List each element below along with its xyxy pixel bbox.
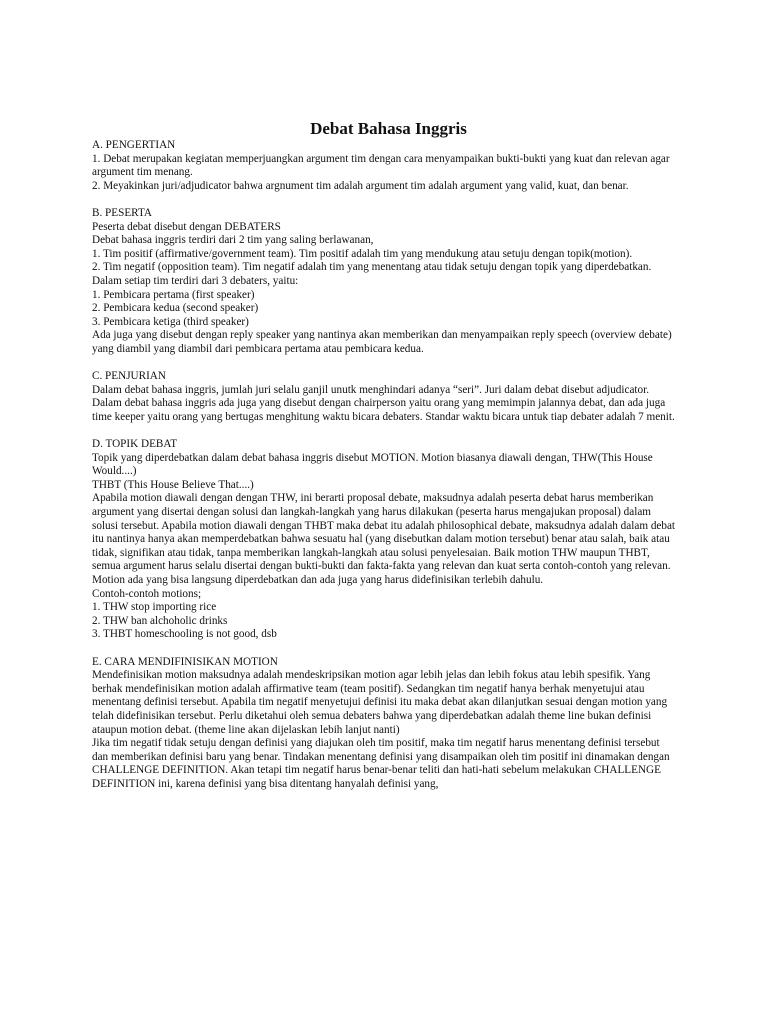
section-cara-mendifinisikan-motion (92, 656, 677, 792)
list-item: 1. THW stop importing rice (92, 601, 217, 614)
paragraph: Contoh-contoh motions; (92, 587, 202, 600)
list-item: 3. Pembicara ketiga (third speaker) (92, 315, 249, 328)
paragraph: Apabila motion diawali dengan dengan THW, ini berarti proposal debate, maksudnya adalah peserta debat harus memberikan argument yang disertai dengan solusi dan langkah-langkah yang harus dilakukan (peserta harus mengajukan proposal) dalam solusi tersebut. Apabila motion diawali dengan THBT maka debat itu adalah philosophical debate, maksudnya adalah dalam debat itu nantinya hanya akan memperdebatkan bahwa sesuatu hal (yang disebutkan dalam motion tersebut) benar atau salah, baik atau tidak, signifikan atau tidak, tanpa memberikan langkah-langkah atau solusi penyelesaian. Baik motion THW maupun THBT, semua argument harus selalu disertai dengan bukti-bukti dan fakta-fakta yang relevan dan kuat serta contoh-contoh yang relevan. (92, 492, 676, 573)
section-heading: C. PENJURIAN (92, 370, 166, 383)
section-heading: A. PENGERTIAN (92, 139, 176, 151)
list-item: 3. THBT homeschooling is not good, dsb (92, 628, 277, 641)
section-topik-debat (92, 438, 677, 642)
paragraph: 2. Meyakinkan juri/adjudicator bahwa argnument tim adalah argument tim adalah argument yang valid, kuat, dan benar. (92, 179, 629, 192)
section-heading: E. CARA MENDIFINISIKAN MOTION (92, 655, 278, 668)
section-pengertian (92, 139, 677, 193)
document-page (92, 119, 677, 792)
paragraph: Ada juga yang disebut dengan reply speaker yang nantinya akan memberikan dan menyampaikan reply speech (overview debate) yang diambil yang diambil dari pembicara pertama atau pembicara kedua. (92, 329, 672, 355)
section-heading: B. PESERTA (92, 206, 152, 219)
section-peserta (92, 207, 677, 357)
paragraph: Dalam setiap tim terdiri dari 3 debaters, yaitu: (92, 274, 299, 287)
paragraph: 1. Debat merupakan kegiatan memperjuangkan argument tim dengan cara menyampaikan bukti-bukti yang kuat dan relevan agar argument tim menang. (92, 152, 670, 179)
section-heading: D. TOPIK DEBAT (92, 438, 178, 451)
list-item: 2. Pembicara kedua (second speaker) (92, 302, 259, 315)
paragraph: Peserta debat disebut dengan DEBATERS (92, 220, 281, 233)
paragraph: Topik yang diperdebatkan dalam debat bahasa inggris disebut MOTION. Motion biasanya diawali dengan, THW(This House Would....) (92, 451, 653, 478)
paragraph: Dalam debat bahasa inggris, jumlah juri selalu ganjil unutk menghindari adanya “seri”. Juri dalam debat disebut adjudicator. (92, 383, 650, 396)
paragraph: 1. Tim positif (affirmative/government team). Tim positif adalah tim yang mendukung atau setuju dengan topik(motion). (92, 247, 633, 260)
paragraph: Mendefinisikan motion maksudnya adalah mendeskripsikan motion agar lebih jelas dan lebih fokus atau lebih spesifik. Yang berhak mendefinisikan motion adalah affirmative team (team positif). Sedangkan tim negatif hanya berhak menyetujui atau menentang definisi tersebut. Apabila tim negatif menyetujui definisi itu maka debat akan dilanjutkan sesuai dengan motion yang telah didefinisikan tersebut. Perlu diketahui oleh semua debaters bahwa yang diperdebatkan adalah theme line bukan definisi ataupun motion debat. (theme line akan dijelaskan lebih lanjut nanti) (92, 669, 668, 736)
paragraph: 2. Tim negatif (opposition team). Tim negatif adalah tim yang menentang atau tidak setuju dengan topik yang diperdebatkan. (92, 261, 652, 274)
section-penjurian (92, 370, 677, 424)
list-item: 1. Pembicara pertama (first speaker) (92, 288, 255, 301)
document-title: Debat Bahasa Inggris (310, 119, 467, 138)
paragraph: THBT (This House Believe That....) (92, 478, 254, 491)
paragraph: Motion ada yang bisa langsung diperdebatkan dan ada juga yang harus didefinisikan terlebih dahulu. (92, 574, 544, 586)
list-item: 2. THW ban alchoholic drinks (92, 614, 228, 627)
paragraph: Jika tim negatif tidak setuju dengan definisi yang diajukan oleh tim positif, maka tim negatif harus menentang definisi tersebut dan memberikan definisi baru yang benar. Tindakan menentang definisi yang disampaikan oleh tim positif ini dinamakan dengan CHALLENGE DEFINITION. Akan tetapi tim negatif harus benar-benar teliti dan hati-hati sebelum melakukan CHALLENGE DEFINITION ini, karena definisi yang bisa ditentang hanyalah definisi yang, (92, 737, 670, 790)
paragraph: Debat bahasa inggris terdiri dari 2 tim yang saling berlawanan, (92, 234, 374, 247)
paragraph: Dalam debat bahasa inggris ada juga yang disebut dengan chairperson yaitu orang yang memimpin jalannya debat, dan ada juga time keeper yaitu orang yang bertugas menghitung waktu bicara debaters. Standar waktu bicara untuk tiap debater adalah 7 menit. (92, 397, 675, 423)
